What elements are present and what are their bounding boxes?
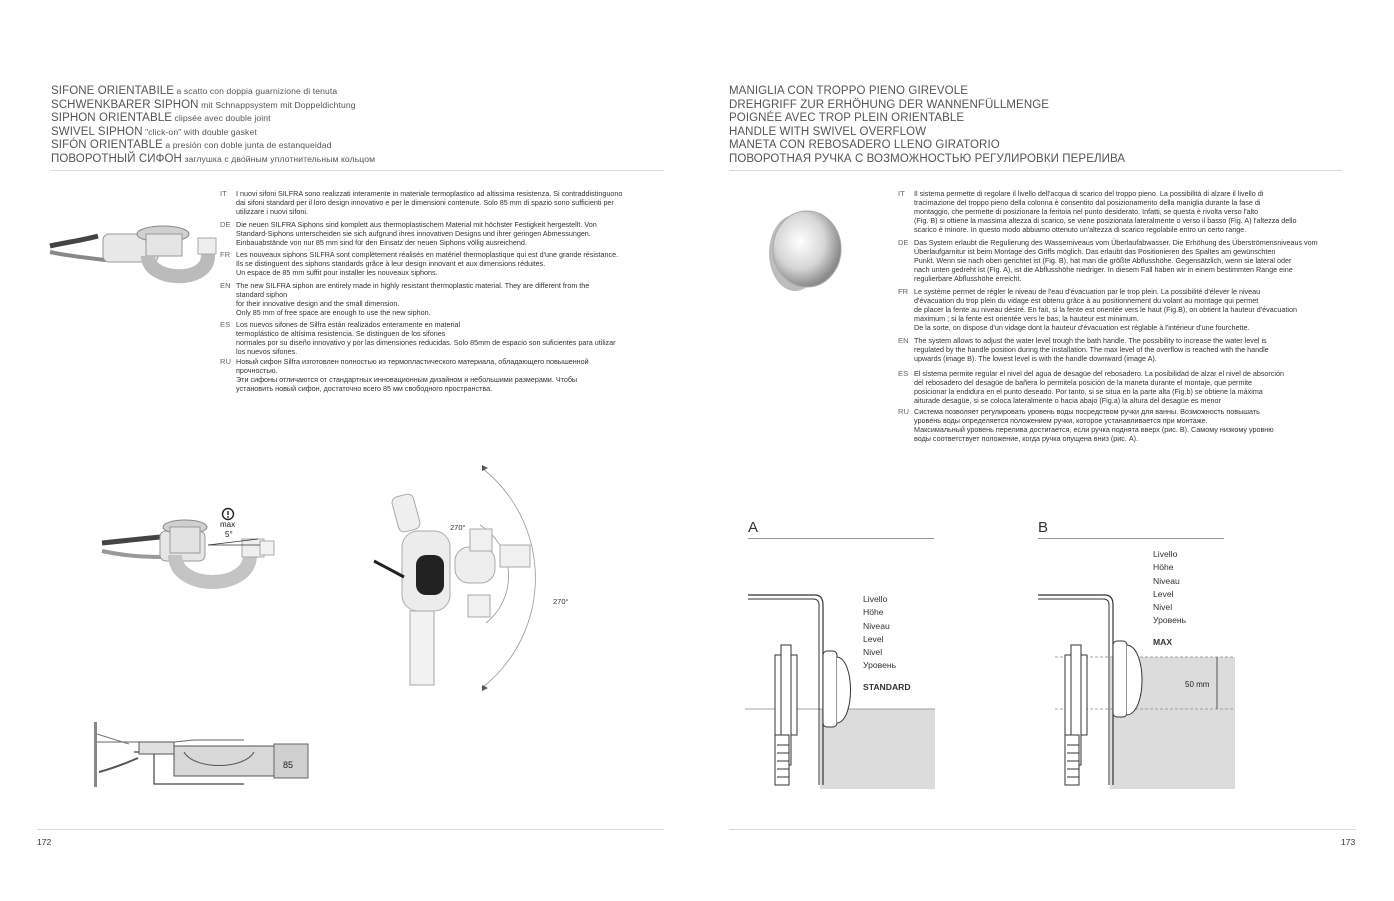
siphon-rotation-image bbox=[360, 465, 590, 695]
paragraph-es bbox=[220, 320, 665, 356]
paragraph-fr bbox=[220, 250, 665, 277]
figure-a-drawing bbox=[745, 585, 945, 790]
heading-main: SWIVEL SIPHON bbox=[51, 125, 143, 138]
paragraph-text: Система позволяет регулировать уровень воды посредством ручки для ванны. Возможность повышать уровень воды определяется положением ручки, которое устанавливается при монтаже. Максимальный уровень перелива достигается, если ручка поднята вверх (рис. B). Самому низкому уровню воды соответствует положение, когда ручка опущена вниз (рис. A). bbox=[914, 407, 1274, 444]
angle-inner-label: 270° bbox=[450, 523, 466, 532]
heading-ru: ПОВОРОТНАЯ РУЧКА С ВОЗМОЖНОСТЬЮ РЕГУЛИРОВКИ ПЕРЕЛИВА bbox=[729, 152, 1126, 165]
heading-it bbox=[51, 85, 337, 99]
heading-main: ПОВОРОТНЫЙ СИФОН bbox=[51, 152, 182, 165]
warning-icon bbox=[221, 507, 235, 521]
heading-main: SIFÓN ORIENTABLE bbox=[51, 139, 163, 151]
dimension-85-label: 85 bbox=[283, 760, 294, 770]
paragraph-en bbox=[220, 281, 665, 317]
header-rule bbox=[51, 170, 664, 171]
angle-outer-label: 270° bbox=[553, 597, 569, 606]
lang-code: DE bbox=[898, 238, 909, 247]
heading-it: MANIGLIA CON TROPPO PIENO GIREVOLE bbox=[729, 85, 968, 97]
paragraph-fr bbox=[898, 287, 1343, 332]
siphon-thumbnail-image bbox=[48, 212, 218, 292]
max-label: max bbox=[220, 520, 236, 529]
paragraph-text: I nuovi sifoni SILFRA sono realizzati interamente in materiale termoplastico ad altissima resistenza. Si contraddistinguono dai sifoni standard per il loro design innovativo e per le dimensioni contenute. Solo 85 mm di spazio sono sufficienti per utilizzare i nuovi sifoni. bbox=[236, 189, 623, 217]
lang-code: ES bbox=[220, 320, 231, 329]
dimension-50mm-label: 50 mm bbox=[1185, 680, 1210, 689]
lang-code: RU bbox=[220, 357, 231, 366]
paragraph-en bbox=[898, 336, 1343, 363]
heading-main: SIFONE ORIENTABILE bbox=[51, 85, 174, 97]
lang-code: IT bbox=[898, 189, 905, 198]
heading-main: SCHWENKBARER SIPHON bbox=[51, 98, 199, 111]
heading-main: SIPHON ORIENTABLE bbox=[51, 112, 172, 124]
heading-fr: POIGNÉE AVEC TROP PLEIN ORIENTABLE bbox=[729, 112, 965, 124]
heading-sub: a scatto con doppia guarnizione di tenuta bbox=[174, 86, 338, 96]
heading-ru bbox=[51, 153, 375, 167]
figure-b-levels: Livello Höhe Niveau Level Nivel Уровень bbox=[1153, 549, 1187, 626]
figure-b-max-label: MAX bbox=[1153, 637, 1173, 647]
paragraph-text: Les nouveaux siphons SILFRA sont complètement réalisés en matériel thermoplastique qui est d'une grande résistance. Ils se distinguent des siphons standards grâce à leur design innovant et aux dimensions réduites. Un espace de 85 mm suffit pour installer les nouveaux siphons. bbox=[236, 250, 619, 278]
overflow-handle-image bbox=[755, 205, 855, 295]
lang-code: FR bbox=[220, 250, 231, 259]
paragraph-text: Il sistema permette di regolare il livello dell'acqua di scarico del troppo pieno. La possibilità di alzare il livello di tracimazione del troppo pieno della colonna è consentito dal posizionamento della maniglia durante la fase di montaggio, che permette di posizionare la feritoia nel punto desiderato. Infatti, se questa è rivolta verso l'alto (Fig. B) si ottiene la massima altezza di scarico, se viene posizionata lateralmente o verso il basso (Fig. A) l'altezza dello scarico è minore. In questo modo abbiamo ottenuto un'altezza di scarico regolabile entro un certo range. bbox=[914, 189, 1297, 235]
page-number: 173 bbox=[1341, 837, 1356, 847]
deg5-label: 5° bbox=[225, 530, 233, 539]
lang-code: DE bbox=[220, 220, 231, 229]
heading-sub: a presión con doble junta de estanqueidad bbox=[162, 140, 332, 150]
paragraph-de bbox=[220, 220, 665, 247]
paragraph-text: The new SILFRA siphon are entirely made in highly resistant thermoplastic material. They are different from the standard siphon for their innovative design and the small dimension. Only 85 mm of free space are enough to use the new siphon. bbox=[236, 281, 590, 318]
figure-b-rule bbox=[1038, 538, 1224, 539]
heading-sub: заглушка с двойным уплотнительным кольцом bbox=[181, 153, 376, 164]
paragraph-de bbox=[898, 238, 1343, 283]
figure-a-levels: Livello Höhe Niveau Level Nivel Уровень bbox=[863, 594, 897, 671]
paragraph-text: El sistema permite regular el nivel del agua de desagüe del rebosadero. La posibilidad de alzar el nivel de absorción del rebosadero del desagüe de bañera lo permitela posición de la maneta durante el montaje, que permite posicionar la endidura en el punto deseado. Por tanto, si se situa en la parte alta (Fig.b) se obtiene la máxima aiturade desagüe, si se coloca lateralmente o hacia abajo (Fig.a) la altura del desagüe es menor bbox=[914, 369, 1284, 406]
figure-a-letter: A bbox=[748, 519, 759, 536]
paragraph-text: The system allows to adjust the water level trough the bath handle. The possibility to increase the water level is regulated by the handle position during the installation. The max level of the overflow is reached with the handle upwards (image B). The lowest level is with the handle downward (image A). bbox=[914, 336, 1269, 364]
siphon-tilt-image bbox=[100, 505, 280, 615]
paragraph-es bbox=[898, 369, 1343, 405]
paragraph-it bbox=[898, 189, 1343, 234]
paragraph-it bbox=[220, 189, 665, 216]
footer-rule bbox=[729, 829, 1356, 830]
heading-sub: "click-on" with double gasket bbox=[142, 126, 257, 137]
figure-a-standard-label: STANDARD bbox=[863, 682, 911, 692]
footer-rule bbox=[37, 829, 664, 830]
figure-b-letter: B bbox=[1038, 519, 1049, 536]
lang-code: FR bbox=[898, 287, 909, 296]
lang-code: ES bbox=[898, 369, 909, 378]
heading-es bbox=[51, 139, 332, 153]
paragraph-text: Le système permet de régler le niveau de l'eau d'évacuation par le trop plein. La possibilité d'élever le niveau d'évacuation du trop plein du vidage est obtenu grâce à au positionnement du volant au montage qui permet de placer la fente au niveau désiré. En fait, si la fente est orientée vers le haut (Fig.B), on obtient la hauteur d'évacuation maximum ; si la fente est orientée vers le bas, la hauteur est minimum. De la sorte, on dispose d'un vidage dont la hauteur d'évacuation est réglable à l'intérieur d'une fourchette. bbox=[914, 287, 1297, 333]
heading-en bbox=[51, 126, 257, 140]
paragraph-text: Die neuen SILFRA Siphons sind komplett aus thermoplastischem Material mit höchster Festigkeit hergestellt. Von Standard-Siphons unterscheiden sie sich aufgrund ihres innovativen Designs und ihrer geringen Abmessungen. Einbauabstände von nur 85 mm sind für den Einsatz der neuen Siphons völlig ausreichend. bbox=[236, 220, 597, 248]
heading-sub: mit Schnappsystem mit Doppeldichtung bbox=[198, 99, 356, 110]
heading-de bbox=[51, 99, 356, 113]
page-number: 172 bbox=[37, 837, 52, 847]
heading-en: HANDLE WITH SWIVEL OVERFLOW bbox=[729, 125, 927, 138]
lang-code: EN bbox=[898, 336, 909, 345]
lang-code: EN bbox=[220, 281, 231, 290]
lang-code: RU bbox=[898, 407, 909, 416]
paragraph-text: Новый сифон Silfra изготовлен полностью из термопластического материала, обладающего повышенной прочностью. Эти сифоны отличаются от стандартных инновационным дизайном и небольшими размерами. Чтобы установить новый сифон, достаточно всего 85 мм свободного пространства. bbox=[236, 357, 589, 394]
siphon-section-drawing bbox=[94, 722, 310, 792]
paragraph-text: Das System erlaubt die Regulierung des Wasserniveaus vom Überlaufabwasser. Die Erhöhung des Überströmensniveaus vom Überlaufgarnitur ist beim Montage des Griffs möglich. Das erlaubt das Positionieren des Spaltes am gewünschten Punkt. Wenn sie nach oben gerichtet ist (Fig. B), hat man die größte Abflusshöhe. Gegensätzlich, wenn sie lateral oder nach unten gedreht ist (Fig. A), ist die Abflusshöhe niedriger. In diesem Fall haben wir in einem bestimmten Range eine regulierbare Abflusshöhe erreicht. bbox=[914, 238, 1318, 284]
heading-sub: clipsée avec double joint bbox=[171, 113, 271, 123]
header-rule bbox=[729, 170, 1342, 171]
heading-es: MANETA CON REBOSADERO LLENO GIRATORIO bbox=[729, 139, 1000, 151]
heading-fr bbox=[51, 112, 271, 126]
lang-code: IT bbox=[220, 189, 227, 198]
paragraph-text: Los nuevos sifones de Silfra están realizados enteramente en material termoplástico de altísima resistencia. Se distinguen de los sifones normales por su diseño innovativo y por las dimensiones reducidas. Solo 85mm de espacio son suficientes para utilizar los nuevos sifones. bbox=[236, 320, 616, 357]
paragraph-ru bbox=[220, 357, 665, 393]
figure-a-rule bbox=[748, 538, 934, 539]
heading-de: DREHGRIFF ZUR ERHÖHUNG DER WANNENFÜLLMENGE bbox=[729, 98, 1050, 111]
paragraph-ru bbox=[898, 407, 1343, 443]
